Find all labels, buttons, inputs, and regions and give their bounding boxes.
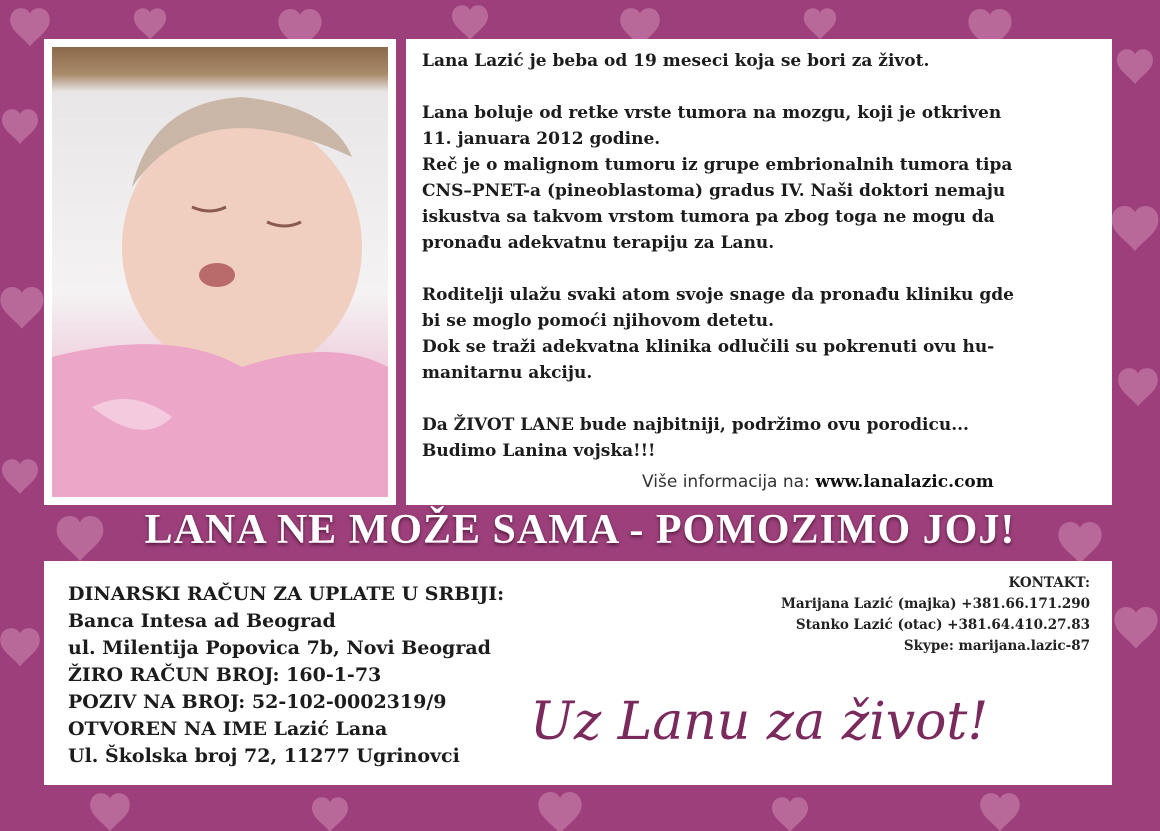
contact-skype: Skype: marijana.lazic-87 [903,638,1090,654]
contact-mother: Marijana Lazić (majka) +381.66.171.290 [780,596,1090,612]
photo-frame [44,39,396,505]
account-holder-address: Ul. Školska broj 72, 11277 Ugrinovci [68,745,460,767]
contact-info [781,573,1090,657]
story-parents: Roditelji ulažu svaki atom svoje snage da pronađu kliniku gde bi se moglo pomoći njihovom detetu. Dok se traži adekvatna klinika odlučili su pokrenuti ovu hu- manitarnu akciju. [422,285,1014,383]
slogan-text: Uz Lanu za život! [530,692,989,752]
handwritten-slogan [530,679,1090,769]
baby-photo [52,47,388,497]
story-intro: Lana Lazić je beba od 19 meseci koja se bori za život. [422,51,930,71]
headline: LANA NE MOŽE SAMA - POMOZIMO JOJ! [144,507,1016,553]
account-heading: DINARSKI RAČUN ZA UPLATE U SRBIJI: [68,583,505,605]
bank-account-info [68,581,504,770]
account-reference: POZIV NA BROJ: 52-102-0002319/9 [68,691,447,713]
more-info [642,469,994,495]
account-bank: Banca Intesa ad Beograd [68,610,336,632]
website-link[interactable]: www.lanalazic.com [815,472,994,492]
account-number: ŽIRO RAČUN BROJ: 160-1-73 [68,664,382,686]
story-panel [406,39,1112,505]
contact-title: KONTAKT: [1008,575,1090,591]
account-holder: OTVOREN NA IME Lazić Lana [68,718,388,740]
contact-father: Stanko Lazić (otac) +381.64.410.27.83 [795,617,1090,633]
more-info-label: Više informacija na: [642,472,810,492]
story-appeal: Da ŽIVOT LANE bude najbitniji, podržimo ovu porodicu... Budimo Lanina vojska!!! [422,415,969,461]
story-diagnosis: Lana boluje od retke vrste tumora na mozgu, koji je otkriven 11. januara 2012 godine. Reč je o malignom tumoru iz grupe embrionalnih tumora tipa CNS–PNET-a (pineoblastoma) gradus IV. Naši doktori nemaju iskustva sa takvom vrstom tumora pa zbog toga ne mogu da pronađu adekvatnu terapiju za Lanu. [422,103,1013,253]
account-bank-address: ul. Milentija Popovica 7b, Novi Beograd [68,637,491,659]
donation-panel [44,561,1112,785]
